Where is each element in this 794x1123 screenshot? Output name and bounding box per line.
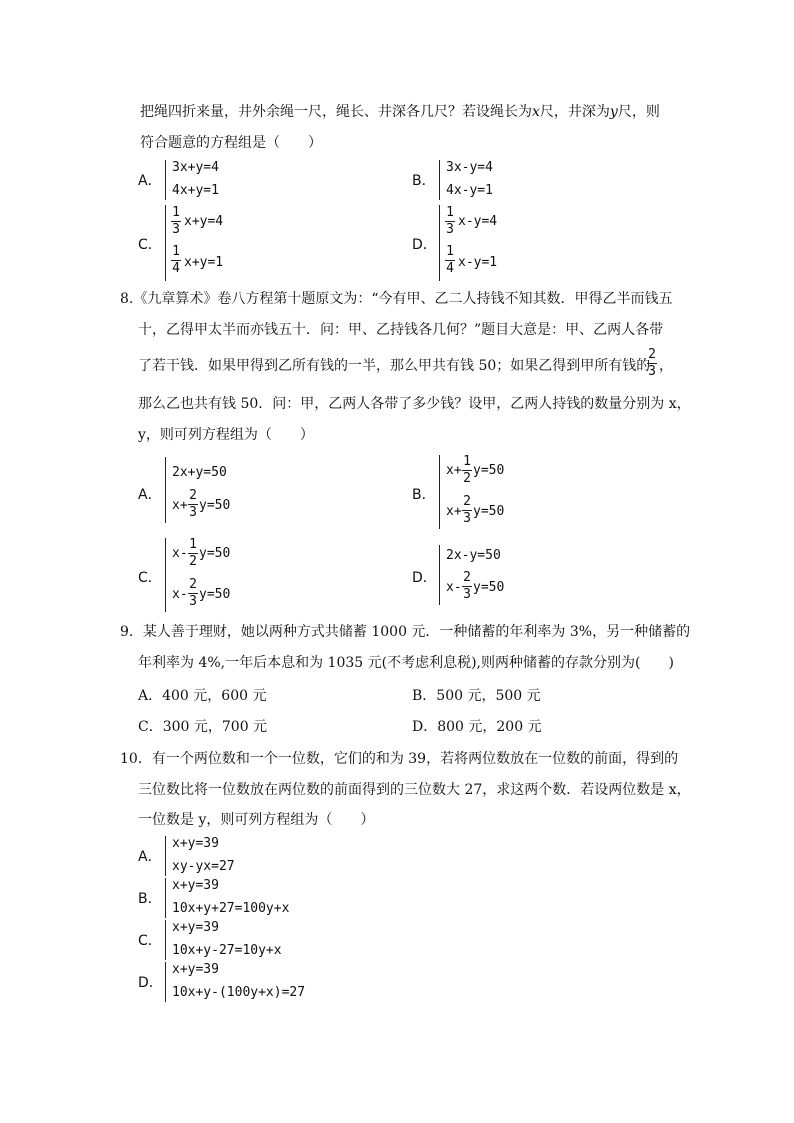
q10-option-d-eq1: x+y=39 (172, 962, 219, 977)
q7-option-c-eq1-fraction: 1 3 (172, 205, 180, 237)
q8-option-a-eq2-pre: x+ (172, 498, 188, 513)
q7-option-c-brace (165, 205, 166, 281)
q10-option-a-brace (165, 836, 166, 876)
q7-option-c-eq2: x+y=1 (184, 255, 224, 270)
q9-option-b[interactable]: B．500 元，500 元 (412, 688, 541, 704)
q9-option-a[interactable]: A．400 元，600 元 (138, 688, 267, 704)
q8-option-a-brace (165, 457, 166, 523)
q8-option-b-eq2-post: y=50 (473, 504, 505, 519)
q8-stem-line2: 十，乙得甲太半而亦钱五十．问：甲、乙持钱各几何？”题目大意是：甲、乙两人各带 (138, 322, 664, 338)
q8-stem-line5: y，则可列方程组为（ ） (138, 427, 314, 443)
q7-option-d-eq1-fraction: 1 3 (446, 205, 454, 237)
q10-option-b-brace (165, 878, 166, 918)
q7-option-d-brace (439, 205, 440, 281)
q7-option-a-eq1: 3x+y=4 (172, 160, 219, 175)
q10-option-c-eq1: x+y=39 (172, 920, 219, 935)
q8-option-d-eq2-pre: x- (446, 580, 462, 595)
q9-stem-line2: 年利率为 4%,一年后本息和为 1035 元(不考虑利息税),则两种储蓄的存款分别为( ) (138, 655, 674, 671)
q10-option-d-brace (165, 962, 166, 1002)
q7-option-d-eq1: x-y=4 (458, 214, 498, 229)
q10-option-c-label[interactable]: C． (138, 933, 162, 949)
q10-option-b-eq1: x+y=39 (172, 878, 219, 893)
q7-option-d-eq2-fraction: 1 4 (446, 244, 454, 276)
q10-stem-line1: 10．有一个两位数和一个一位数，它们的和为 39，若将两位数放在一位数的前面，得到的 (120, 751, 679, 767)
q8-option-a-label[interactable]: A． (138, 487, 162, 503)
q8-option-b-eq2-fraction: 2 3 (463, 494, 471, 526)
q7-option-b-eq1: 3x-y=4 (446, 160, 493, 175)
q8-option-c-eq1-pre: x- (172, 546, 188, 561)
q8-option-a-eq2-post: y=50 (199, 498, 231, 513)
q8-stem-line3: 了若干钱．如果甲得到乙所有钱的一半，那么甲共有钱 50；如果乙得到甲所有钱的 (138, 358, 651, 374)
q10-option-d-eq2: 10x+y-(100y+x)=27 (172, 985, 306, 1000)
q7-option-b-brace (439, 160, 440, 200)
q10-stem-line2: 三位数比将一位数放在两位数的前面得到的三位数大 27，求这两个数．若设两位数是 x， (138, 782, 691, 798)
q7-stem-line2: 符合题意的方程组是（ ） (140, 135, 322, 151)
q7-option-c-label[interactable]: C． (138, 237, 162, 253)
q10-stem-line3: 一位数是 y，则可列方程组为（ ） (138, 812, 375, 828)
q8-option-c-eq2-pre: x- (172, 587, 188, 602)
q7-option-a-label[interactable]: A． (138, 173, 162, 189)
q10-option-d-label[interactable]: D． (138, 975, 163, 991)
q8-stem-line3-end: ， (659, 358, 673, 374)
q9-option-d[interactable]: D．800 元，200 元 (412, 719, 542, 735)
q8-option-d-eq1: 2x-y=50 (446, 548, 501, 563)
q8-option-d-eq2-post: y=50 (473, 580, 505, 595)
q10-option-c-brace (165, 920, 166, 960)
q8-option-c-eq1-fraction: 1 2 (189, 537, 197, 569)
q8-option-b-eq1-pre: x+ (446, 463, 462, 478)
q8-option-c-eq1-post: y=50 (199, 546, 231, 561)
q8-stem-line1: 8.《九章算术》卷八方程第十题原文为：“今有甲、乙二人持钱不知其数．甲得乙半而钱五 (120, 291, 673, 307)
q8-option-b-eq1-fraction: 1 2 (463, 454, 471, 486)
q7-option-a-eq2: 4x+y=1 (172, 183, 219, 198)
q8-option-b-brace (439, 455, 440, 529)
q8-option-c-eq2-post: y=50 (199, 587, 231, 602)
q8-option-d-brace (439, 545, 440, 605)
q10-option-a-eq1: x+y=39 (172, 836, 219, 851)
q7-stem-line1: 把绳四折来量，井外余绳一尺，绳长、井深各几尺？若设绳长为x尺，井深为y尺，则 (140, 104, 660, 120)
q10-option-a-label[interactable]: A． (138, 849, 162, 865)
q7-option-b-eq2: 4x-y=1 (446, 183, 493, 198)
q7-option-d-eq2: x-y=1 (458, 255, 498, 270)
q10-option-c-eq2: 10x+y-27=10y+x (172, 943, 282, 958)
q8-option-d-label[interactable]: D． (412, 570, 437, 586)
q7-option-a-brace (165, 160, 166, 200)
q8-option-c-label[interactable]: C． (138, 570, 162, 586)
q9-option-c[interactable]: C．300 元，700 元 (138, 719, 268, 735)
q7-option-b-label[interactable]: B． (412, 173, 436, 189)
q7-option-c-eq1: x+y=4 (184, 214, 224, 229)
q8-option-c-eq2-fraction: 2 3 (189, 577, 197, 609)
q10-option-b-label[interactable]: B． (138, 891, 162, 907)
q9-stem-line1: 9．某人善于理财，她以两种方式共储蓄 1000 元．一种储蓄的年利率为 3%，另一种储蓄的 (120, 624, 691, 640)
q10-option-b-eq2: 10x+y+27=100y+x (172, 901, 290, 916)
q7-option-c-eq2-fraction: 1 4 (172, 244, 180, 276)
q8-option-c-brace (165, 538, 166, 612)
q8-option-a-eq1: 2x+y=50 (172, 465, 227, 480)
q7-option-d-label[interactable]: D． (412, 237, 437, 253)
q8-option-b-eq1-post: y=50 (473, 463, 505, 478)
q8-stem-line4: 那么乙也共有钱 50．问：甲，乙两人各带了多少钱？设甲，乙两人持钱的数量分别为 x， (138, 396, 691, 412)
q8-stem-fraction: 2 3 (648, 347, 656, 379)
q10-option-a-eq2: xy-yx=27 (172, 859, 235, 874)
q8-option-b-eq2-pre: x+ (446, 504, 462, 519)
q8-option-b-label[interactable]: B． (412, 487, 436, 503)
q8-option-a-eq2-fraction: 2 3 (189, 488, 197, 520)
q8-option-d-eq2-fraction: 2 3 (463, 570, 471, 602)
